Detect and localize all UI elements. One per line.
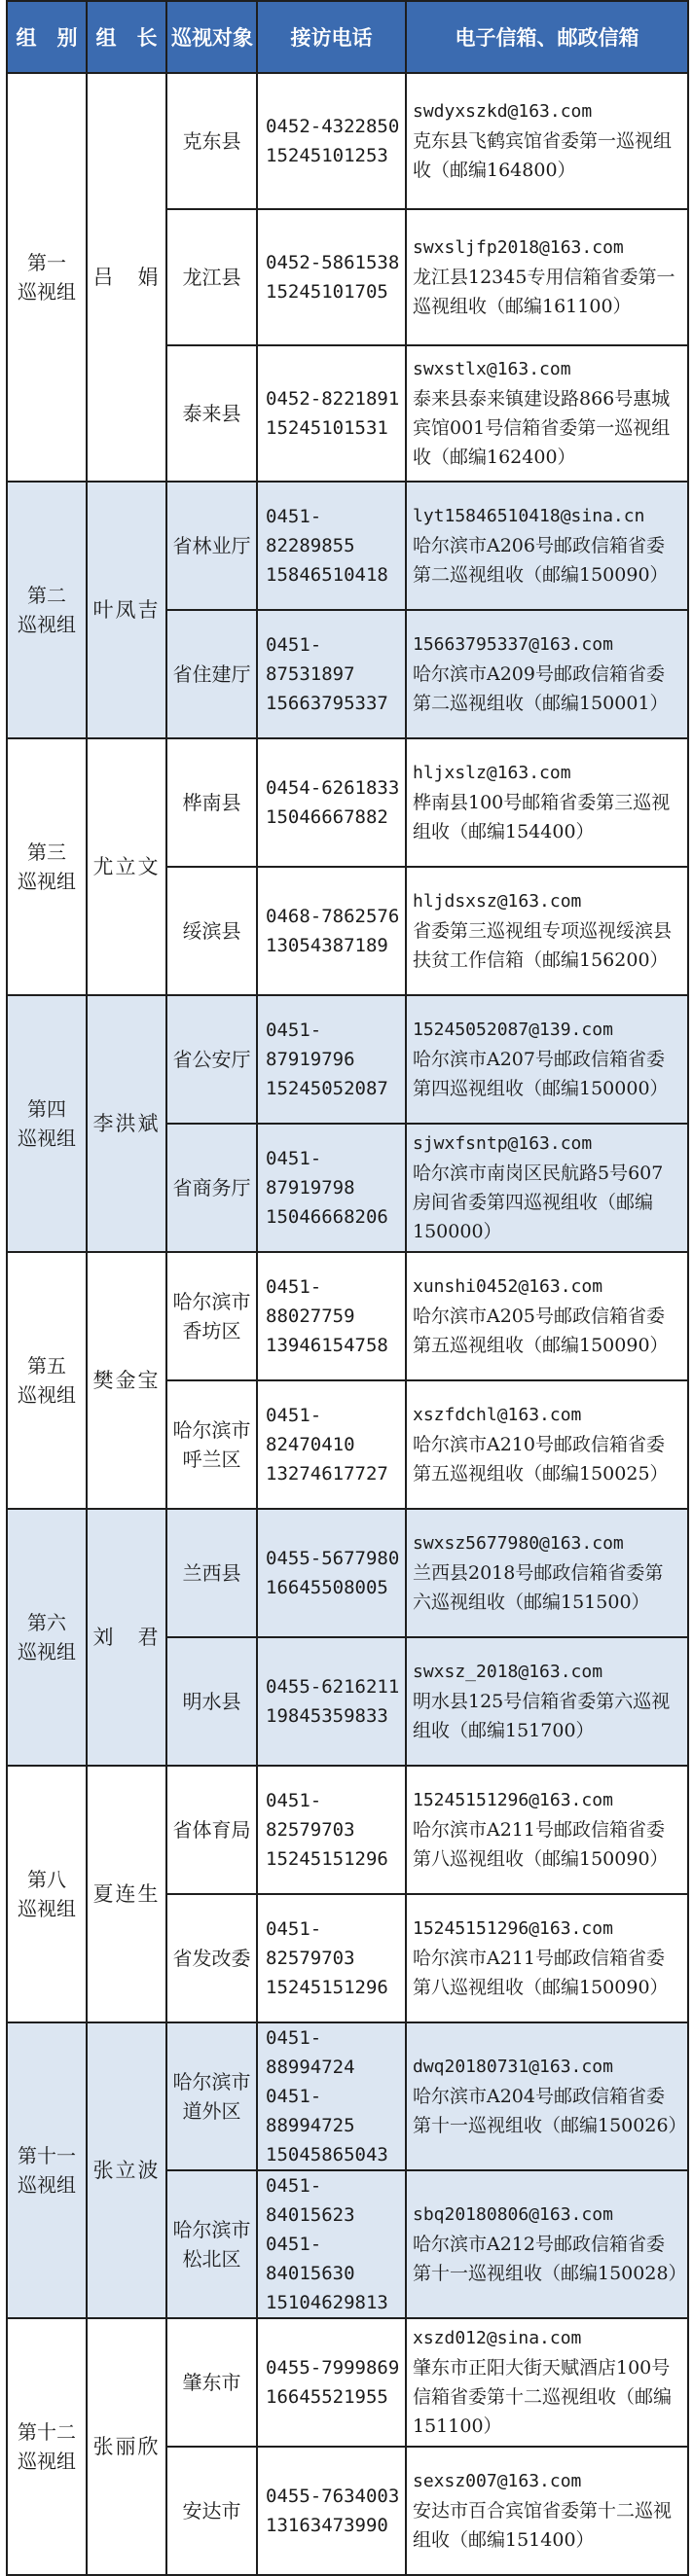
inspection-target <box>166 1894 257 2022</box>
mailbox-cell <box>406 1252 688 1380</box>
inspection-target <box>166 2022 257 2170</box>
phone-cell <box>257 1637 406 1766</box>
phone-number: 0451-87919798 <box>266 1148 355 1199</box>
email-address: sexsz007@163.com <box>413 2471 582 2491</box>
inspection-target <box>166 1509 257 1637</box>
group-name-cell <box>7 1766 87 2022</box>
phone-cell <box>257 1509 406 1637</box>
target-line: 肇东市 <box>182 2371 241 2394</box>
postal-address: 哈尔滨市A204号邮政信箱省委第十一巡视组收（邮编150026） <box>413 2086 687 2136</box>
phone-number: 13163473990 <box>266 2515 388 2536</box>
header-phone: 接访电话 <box>257 1 406 73</box>
phone-number: 0451-82579703 <box>266 1918 355 1969</box>
target-line: 省住建厅 <box>172 662 251 686</box>
email-address: hljxslz@163.com <box>413 763 571 783</box>
phone-cell <box>257 2318 406 2447</box>
header-group: 组 别 <box>7 1 87 73</box>
group-name-cell <box>7 1509 87 1766</box>
phone-number: 15663795337 <box>266 693 388 714</box>
email-address: swxsz_2018@163.com <box>413 1662 603 1682</box>
target-line: 安达市 <box>182 2499 241 2522</box>
table-row <box>7 738 688 867</box>
group-name-line: 第十二 <box>18 2420 76 2444</box>
header-mailbox: 电子信箱、邮政信箱 <box>406 1 688 73</box>
header-target: 巡视对象 <box>166 1 257 73</box>
inspection-target <box>166 482 257 610</box>
phone-number: 15245151296 <box>266 1977 388 1998</box>
mailbox-cell <box>406 738 688 867</box>
inspection-target <box>166 1637 257 1766</box>
phone-cell <box>257 1124 406 1252</box>
postal-address: 哈尔滨市A206号邮政信箱省委第二巡视组收（邮编150090） <box>413 535 669 586</box>
mailbox-cell <box>406 867 688 995</box>
inspection-target <box>166 209 257 345</box>
phone-cell <box>257 73 406 209</box>
target-line: 哈尔滨市 <box>172 2070 251 2093</box>
email-address: sbq20180806@163.com <box>413 2204 613 2225</box>
phone-number: 13946154758 <box>266 1335 388 1356</box>
group-name-cell <box>7 2022 87 2318</box>
email-address: xszfdchl@163.com <box>413 1405 582 1425</box>
table-body <box>7 73 688 2575</box>
inspection-target <box>166 345 257 482</box>
phone-number: 0451-82289855 <box>266 506 355 556</box>
phone-number: 15104629813 <box>266 2292 388 2313</box>
group-name-line: 巡视组 <box>18 613 76 636</box>
phone-number: 0451-84015623 <box>266 2175 355 2226</box>
mailbox-cell <box>406 995 688 1124</box>
target-line: 明水县 <box>182 1690 241 1713</box>
target-line: 哈尔滨市 <box>172 1290 251 1313</box>
leader-name: 樊金宝 <box>87 1252 166 1509</box>
group-name-line: 巡视组 <box>18 1383 76 1407</box>
postal-address: 安达市百合宾馆省委第十二巡视组收（邮编151400） <box>413 2500 673 2551</box>
mailbox-cell <box>406 1380 688 1509</box>
phone-number: 19845359833 <box>266 1705 388 1727</box>
phone-cell <box>257 1380 406 1509</box>
group-name-line: 第一 <box>27 251 66 274</box>
table-row <box>7 2022 688 2170</box>
email-address: 15663795337@163.com <box>413 634 613 655</box>
inspection-target <box>166 1766 257 1894</box>
phone-cell <box>257 1252 406 1380</box>
mailbox-cell <box>406 1637 688 1766</box>
postal-address: 哈尔滨市A211号邮政信箱省委第八巡视组收（邮编150090） <box>413 1819 669 1870</box>
mailbox-cell <box>406 482 688 610</box>
phone-cell <box>257 738 406 867</box>
phone-cell <box>257 995 406 1124</box>
email-address: xszd012@sina.com <box>413 2328 582 2348</box>
group-name-line: 巡视组 <box>18 1640 76 1664</box>
mailbox-cell <box>406 2022 688 2170</box>
target-line: 松北区 <box>182 2247 241 2271</box>
group-name-line: 巡视组 <box>18 1127 76 1150</box>
mailbox-cell <box>406 73 688 209</box>
phone-number: 0451-88994725 <box>266 2086 355 2136</box>
group-name-cell <box>7 1252 87 1509</box>
phone-number: 16645521955 <box>266 2386 388 2408</box>
group-name-line: 巡视组 <box>18 1897 76 1920</box>
email-address: swxstlx@163.com <box>413 359 571 379</box>
postal-address: 哈尔滨市A205号邮政信箱省委第五巡视组收（邮编150090） <box>413 1306 669 1356</box>
postal-address: 哈尔滨市南岗区民航路5号607房间省委第四巡视组收（邮编150000） <box>413 1163 664 1242</box>
postal-address: 桦南县100号邮箱省委第三巡视组收（邮编154400） <box>413 792 671 842</box>
email-address: swxsz5677980@163.com <box>413 1533 624 1554</box>
phone-cell <box>257 2022 406 2170</box>
email-address: swdyxszkd@163.com <box>413 101 593 122</box>
leader-name: 夏连生 <box>87 1766 166 2022</box>
postal-address: 克东县飞鹤宾馆省委第一巡视组收（邮编164800） <box>413 130 673 181</box>
email-address: 15245052087@139.com <box>413 1020 613 1040</box>
group-name-cell <box>7 73 87 482</box>
table-row <box>7 995 688 1124</box>
group-name-line: 巡视组 <box>18 2450 76 2473</box>
leader-name: 尤立文 <box>87 738 166 995</box>
group-name-cell <box>7 995 87 1252</box>
inspection-target <box>166 2447 257 2575</box>
phone-cell <box>257 2447 406 2575</box>
mailbox-cell <box>406 2170 688 2318</box>
phone-number: 15245101253 <box>266 145 388 166</box>
inspection-target <box>166 995 257 1124</box>
target-line: 香坊区 <box>182 1319 241 1342</box>
group-name-line: 巡视组 <box>18 2173 76 2197</box>
leader-name: 张丽欣 <box>87 2318 166 2575</box>
postal-address: 省委第三巡视组专项巡视绥滨县扶贫工作信箱（邮编156200） <box>413 920 673 971</box>
postal-address: 泰来县泰来镇建设路866号惠城宾馆001号信箱省委第一巡视组收（邮编162400） <box>413 388 671 468</box>
inspection-target <box>166 1252 257 1380</box>
target-line: 省体育局 <box>172 1818 251 1842</box>
phone-number: 0452-5861538 <box>266 252 400 273</box>
email-address: lyt15846510418@sina.cn <box>413 506 645 526</box>
postal-address: 明水县125号信箱省委第六巡视组收（邮编151700） <box>413 1691 671 1741</box>
target-line: 哈尔滨市 <box>172 2218 251 2241</box>
email-address: 15245151296@163.com <box>413 1918 613 1939</box>
leader-name: 刘 君 <box>87 1509 166 1766</box>
phone-cell <box>257 1894 406 2022</box>
target-line: 呼兰区 <box>182 1448 241 1471</box>
postal-address: 哈尔滨市A210号邮政信箱省委第五巡视组收（邮编150025） <box>413 1434 669 1485</box>
target-line: 省林业厅 <box>172 534 251 557</box>
inspection-target <box>166 1124 257 1252</box>
postal-address: 肇东市正阳大街天赋酒店100号信箱省委第十二巡视组收（邮编151100） <box>413 2357 673 2437</box>
phone-number: 13274617727 <box>266 1463 388 1485</box>
phone-cell <box>257 209 406 345</box>
email-address: 15245151296@163.com <box>413 1790 613 1810</box>
inspection-target <box>166 2170 257 2318</box>
target-line: 桦南县 <box>182 791 241 814</box>
phone-number: 15245052087 <box>266 1078 388 1099</box>
phone-number: 15045865043 <box>266 2144 388 2165</box>
email-address: swxsljfp2018@163.com <box>413 237 624 258</box>
phone-number: 0451-84015630 <box>266 2234 355 2284</box>
phone-number: 15245151296 <box>266 1848 388 1870</box>
table-row <box>7 2318 688 2447</box>
leader-name: 叶凤吉 <box>87 482 166 738</box>
mailbox-cell <box>406 610 688 738</box>
table-row <box>7 1252 688 1380</box>
group-name-line: 第五 <box>27 1354 66 1377</box>
phone-cell <box>257 867 406 995</box>
phone-number: 0455-7999869 <box>266 2357 400 2379</box>
table-row <box>7 1766 688 1894</box>
phone-number: 16645508005 <box>266 1577 388 1598</box>
phone-cell <box>257 345 406 482</box>
phone-number: 15046667882 <box>266 806 388 828</box>
postal-address: 龙江县12345专用信箱省委第一巡视组收（邮编161100） <box>413 267 675 317</box>
group-name-line: 第十一 <box>18 2144 76 2167</box>
mailbox-cell <box>406 2447 688 2575</box>
target-line: 泰来县 <box>182 402 241 425</box>
phone-cell <box>257 1766 406 1894</box>
phone-number: 15245101531 <box>266 417 388 439</box>
mailbox-cell <box>406 1894 688 2022</box>
phone-number: 0451-82579703 <box>266 1790 355 1841</box>
mailbox-cell <box>406 1509 688 1637</box>
email-address: hljdsxsz@163.com <box>413 891 582 912</box>
inspection-contact-table <box>6 0 689 2576</box>
target-line: 哈尔滨市 <box>172 1418 251 1442</box>
email-address: dwq20180731@163.com <box>413 2057 613 2077</box>
phone-number: 0455-7634003 <box>266 2486 400 2507</box>
phone-number: 0454-6261833 <box>266 777 400 799</box>
postal-address: 哈尔滨市A211号邮政信箱省委第八巡视组收（邮编150090） <box>413 1948 669 1998</box>
target-line: 龙江县 <box>182 266 241 289</box>
phone-number: 0455-5677980 <box>266 1548 400 1569</box>
inspection-target <box>166 2318 257 2447</box>
target-line: 省商务厅 <box>172 1176 251 1199</box>
target-line: 道外区 <box>182 2099 241 2123</box>
inspection-target <box>166 738 257 867</box>
phone-number: 0452-8221891 <box>266 388 400 410</box>
table-row <box>7 73 688 209</box>
group-name-line: 巡视组 <box>18 870 76 893</box>
table-row <box>7 482 688 610</box>
leader-name: 张立波 <box>87 2022 166 2318</box>
phone-cell <box>257 610 406 738</box>
inspection-target <box>166 610 257 738</box>
phone-number: 13054387189 <box>266 935 388 956</box>
phone-number: 0451-88027759 <box>266 1276 355 1327</box>
phone-cell <box>257 2170 406 2318</box>
group-name-line: 第六 <box>27 1611 66 1634</box>
phone-number: 0452-4322850 <box>266 116 400 137</box>
phone-number: 0451-87919796 <box>266 1020 355 1070</box>
mailbox-cell <box>406 209 688 345</box>
group-name-line: 第二 <box>27 584 66 607</box>
mailbox-cell <box>406 1766 688 1894</box>
phone-number: 0451-87531897 <box>266 634 355 685</box>
table-header-row <box>7 1 688 73</box>
target-line: 省公安厅 <box>172 1048 251 1071</box>
group-name-cell <box>7 2318 87 2575</box>
target-line: 兰西县 <box>182 1561 241 1585</box>
leader-name: 李洪斌 <box>87 995 166 1252</box>
phone-number: 15046668206 <box>266 1206 388 1228</box>
group-name-line: 巡视组 <box>18 280 76 304</box>
phone-number: 0455-6216211 <box>266 1676 400 1698</box>
postal-address: 兰西县2018号邮政信箱省委第六巡视组收（邮编151500） <box>413 1562 664 1613</box>
inspection-target <box>166 1380 257 1509</box>
postal-address: 哈尔滨市A209号邮政信箱省委第二巡视组收（邮编150001） <box>413 663 669 714</box>
group-name-cell <box>7 482 87 738</box>
target-line: 绥滨县 <box>182 919 241 943</box>
group-name-line: 第三 <box>27 841 66 864</box>
mailbox-cell <box>406 2318 688 2447</box>
leader-name: 吕 娟 <box>87 73 166 482</box>
postal-address: 哈尔滨市A212号邮政信箱省委第十一巡视组收（邮编150028） <box>413 2234 687 2284</box>
target-line: 省发改委 <box>172 1947 251 1970</box>
mailbox-cell <box>406 1124 688 1252</box>
header-leader: 组 长 <box>87 1 166 73</box>
target-line: 克东县 <box>182 129 241 153</box>
phone-number: 15846510418 <box>266 564 388 586</box>
group-name-line: 第四 <box>27 1097 66 1121</box>
phone-cell <box>257 482 406 610</box>
email-address: xunshi0452@163.com <box>413 1276 603 1297</box>
table-row <box>7 1509 688 1637</box>
group-name-cell <box>7 738 87 995</box>
inspection-target <box>166 867 257 995</box>
postal-address: 哈尔滨市A207号邮政信箱省委第四巡视组收（邮编150000） <box>413 1049 669 1099</box>
phone-number: 15245101705 <box>266 281 388 303</box>
phone-number: 0468-7862576 <box>266 906 400 927</box>
phone-number: 0451-82470410 <box>266 1405 355 1455</box>
phone-number: 0451-88994724 <box>266 2027 355 2078</box>
email-address: sjwxfsntp@163.com <box>413 1133 593 1154</box>
mailbox-cell <box>406 345 688 482</box>
inspection-target <box>166 73 257 209</box>
group-name-line: 第八 <box>27 1868 66 1891</box>
